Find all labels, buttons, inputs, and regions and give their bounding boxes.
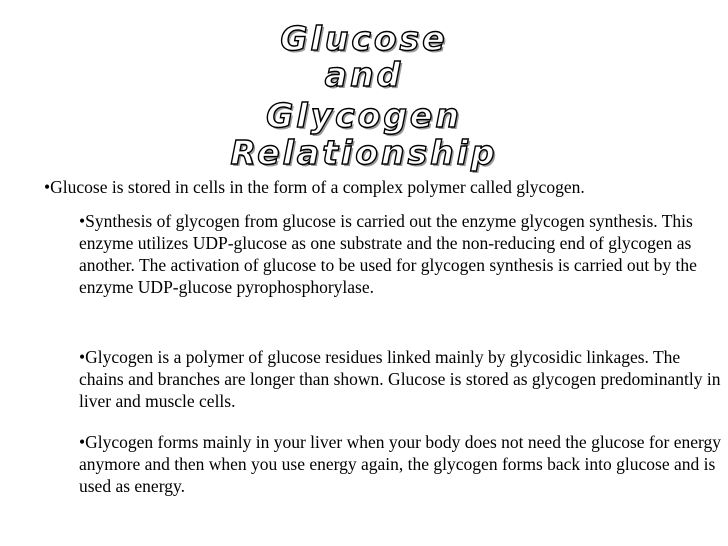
title-line-glucose: Glucose (280, 19, 448, 58)
bullet-marker: • (79, 432, 86, 452)
bullet-glycogen-polymer (79, 346, 721, 412)
bullet-marker: • (79, 347, 86, 367)
bullet-glycogen-synthesis (79, 210, 721, 298)
bullet-text: Glycogen forms mainly in your liver when your body does not need the glucose for energy anymore and then when you use energy again, the glycogen forms back into glucose and is used as energy. (79, 432, 721, 496)
bullet-glucose-storage (44, 176, 724, 198)
bullet-marker: • (44, 177, 51, 197)
bullet-text: Glycogen is a polymer of glucose residues linked mainly by glycosidic linkages. The chains and branches are longer than shown. Glucose is stored as glycogen predominantly in liver and muscle cells. (79, 347, 721, 411)
title-line-glycogen: Glycogen (266, 96, 462, 135)
title-line-relationship: Relationship (230, 133, 498, 172)
title-line-and: and (324, 55, 404, 94)
bullet-text: Glucose is stored in cells in the form of a complex polymer called glycogen. (50, 177, 585, 197)
bullet-marker: • (79, 211, 86, 231)
bullet-text: Synthesis of glycogen from glucose is carried out the enzyme glycogen synthesis. This enzyme utilizes UDP-glucose as one substrate and the non-reducing end of glycogen as another. The activation of glucose to be used for glycogen synthesis is carried out by the enzyme UDP-glucose pyrophosphorylase. (79, 211, 697, 297)
bullet-glycogen-energy (79, 431, 721, 497)
